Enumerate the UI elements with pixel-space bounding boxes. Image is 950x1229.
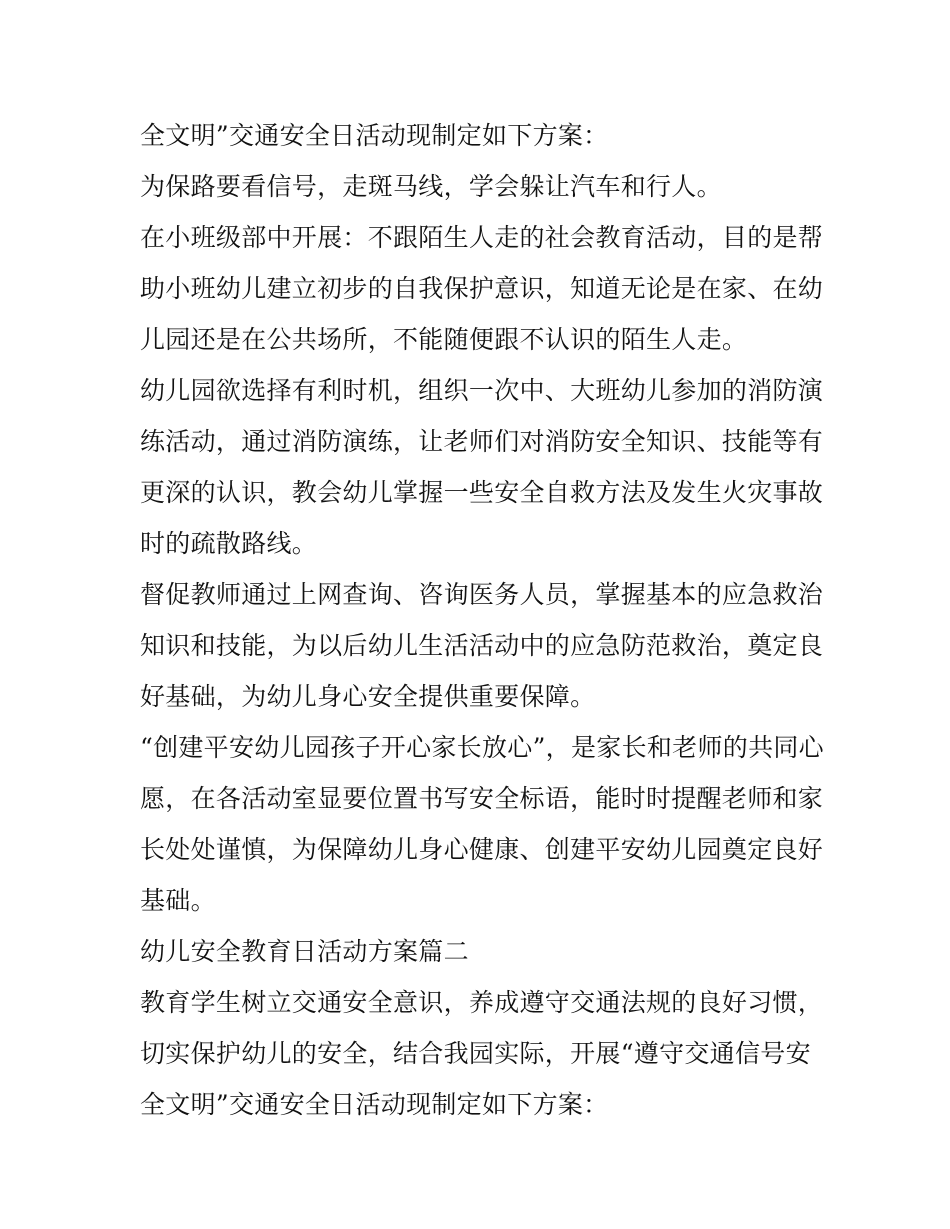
text-line: 更深的认识，教会幼儿掌握一些安全自救方法及发生火灾事故 (140, 478, 824, 507)
text-line: 全文明”交通安全日活动现制定如下方案： (140, 121, 609, 150)
text-line: 好基础，为幼儿身心安全提供重要保障。 (140, 682, 596, 711)
text-line: 全文明”交通安全日活动现制定如下方案： (140, 1090, 609, 1119)
text-line: 在小班级部中开展：不跟陌生人走的社会教育活动，目的是帮 (140, 223, 824, 252)
document-body (140, 110, 824, 1130)
text-line: 愿，在各活动室显要位置书写安全标语，能时时提醒老师和家 (140, 784, 824, 813)
text-line: 助小班幼儿建立初步的自我保护意识，知道无论是在家、在幼 (140, 274, 824, 303)
text-line: 知识和技能，为以后幼儿生活活动中的应急防范救治，奠定良 (140, 631, 824, 660)
text-line: 练活动，通过消防演练，让老师们对消防安全知识、技能等有 (140, 427, 824, 456)
section-heading: 幼儿安全教育日活动方案篇二 (140, 937, 469, 966)
text-line: 为保路要看信号，走斑马线，学会躲让汽车和行人。 (140, 172, 722, 201)
text-line: 切实保护幼儿的安全，结合我园实际，开展“遵守交通信号安 (140, 1039, 811, 1068)
text-line: 儿园还是在公共场所，不能随便跟不认识的陌生人走。 (140, 325, 748, 354)
text-line: 基础。 (140, 886, 216, 915)
text-line: 督促教师通过上网查询、咨询医务人员，掌握基本的应急救治 (140, 580, 824, 609)
text-line: 长处处谨慎，为保障幼儿身心健康、创建平安幼儿园奠定良好 (140, 835, 824, 864)
text-line: “创建平安幼儿园孩子开心家长放心”，是家长和老师的共同心 (140, 733, 824, 762)
text-line: 幼儿园欲选择有利时机，组织一次中、大班幼儿参加的消防演 (140, 376, 824, 405)
text-line: 时的疏散路线。 (140, 529, 318, 558)
text-line: 教育学生树立交通安全意识，养成遵守交通法规的良好习惯， (140, 988, 824, 1017)
